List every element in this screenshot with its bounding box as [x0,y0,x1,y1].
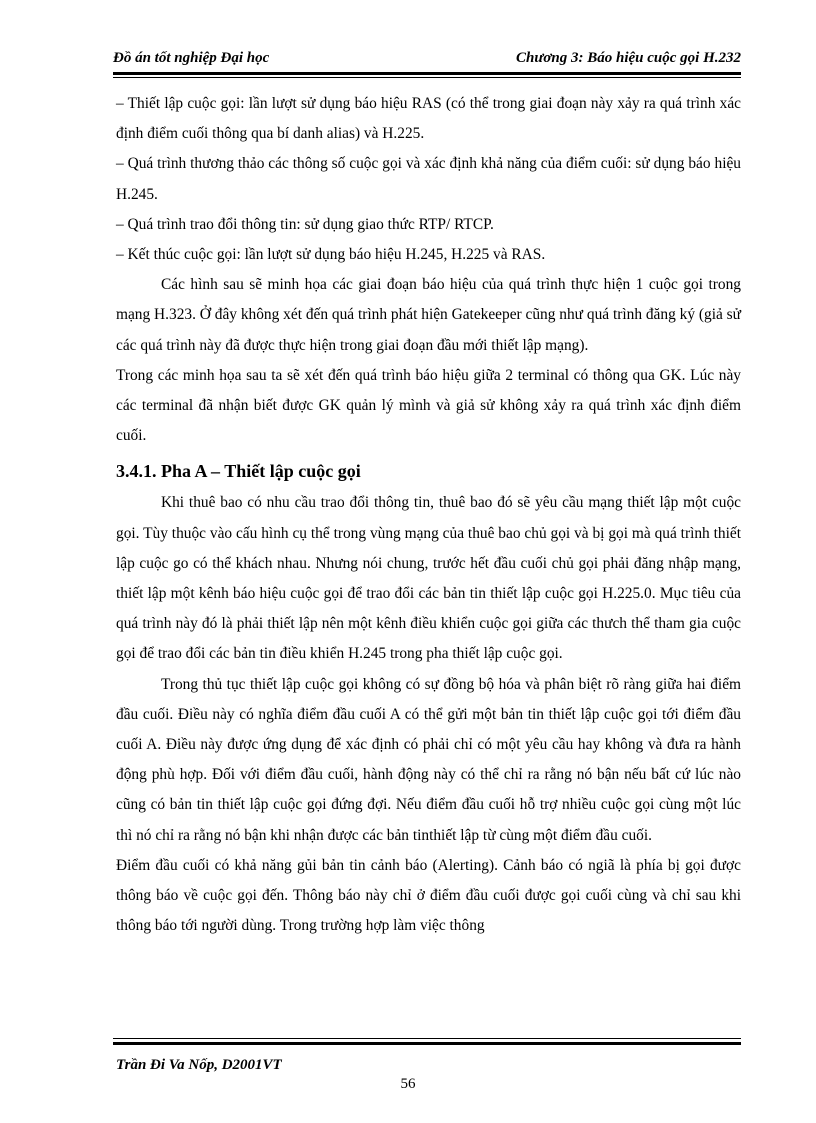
paragraph: Trong thủ tục thiết lập cuộc gọi không có sự đồng bộ hóa và phân biệt rõ ràng giữa hai điểm đầu cuối. Điều này có nghĩa điểm đầu cuối A có thể gửi một bản tin thiết lập cuộc gọi tới điểm đầu cuối A. Điều này được ứng dụng để xác định có phải chỉ có một yêu cầu hay không và đưa ra hành động phù hợp. Đối với điểm đầu cuối, hành động này có thể chỉ ra rằng nó bận nếu bất cứ lúc nào cũng có bản tin thiết lập cuộc gọi đứng đợi. Nếu điểm đầu cuối hỗ trợ nhiều cuộc gọi cùng một lúc thì nó chỉ ra rằng nó bận khi nhận được các bản tinthiết lập từ cùng một điểm đầu cuối. [116,675,741,844]
header-rule-thin [113,77,741,78]
page-number: 56 [400,1076,416,1092]
header-left-title: Đồ án tốt nghiệp Đại học [113,50,270,66]
bullet-item: – Kết thúc cuộc gọi: lần lượt sử dụng báo hiệu H.245, H.225 và RAS. [116,246,546,264]
header-chapter-title: Chương 3: Báo hiệu cuộc gọi H.232 [516,50,741,66]
page-header [113,50,741,70]
header-rule-thick [113,72,741,75]
bullet-item: – Quá trình thương thảo các thông số cuộc gọi và xác định khả năng của điểm cuối: sử dụng báo hiệu H.245. [116,155,741,203]
paragraph: Trong các minh họa sau ta sẽ xét đến quá trình báo hiệu giữa 2 terminal có thông qua GK. Lúc này các terminal đã nhận biết được GK quản lý mình và giả sử không xảy ra quá trình xác định điểm cuối. [116,366,741,445]
paragraph: Các hình sau sẽ minh họa các giai đoạn báo hiệu của quá trình thực hiện 1 cuộc gọi trong mạng H.323. Ở đây không xét đến quá trình phát hiện Gatekeeper cũng như quá trình đăng ký (giả sử các quá trình này đã được thực hiện trong giai đoạn đầu mới thiết lập mạng). [116,276,741,354]
paragraph: Khi thuê bao có nhu cầu trao đổi thông tin, thuê bao đó sẽ yêu cầu mạng thiết lập một cuộc gọi. Tùy thuộc vào cấu hình cụ thể trong vùng mạng của thuê bao chủ gọi và bị gọi mà quá trình thiết lập cuộc go có thể khách nhau. Nhưng nói chung, trước hết đầu cuối chủ gọi phải đăng nhập mạng, thiết lập một kênh báo hiệu cuộc gọi để trao đổi các bản tin thiết lập cuộc gọi H.225.0. Mục tiêu của quá trình này đó là phải thiết lập nên một kênh điều khiển cuộc gọi giữa các thưch thể tham gia cuộc gọi để trao đổi các bản tin điều khiển H.245 trong pha thiết lập cuộc gọi. [116,494,741,663]
bullet-item: – Quá trình trao đổi thông tin: sử dụng giao thức RTP/ RTCP. [116,215,494,233]
footer-rule-thin [113,1038,741,1039]
footer-author: Trần Đi Va Nốp, D2001VT [116,1057,282,1073]
footer-rule-thick [113,1042,741,1045]
section-heading: 3.4.1. Pha A – Thiết lập cuộc gọi [116,461,361,482]
paragraph: Điểm đầu cuối có khả năng gủi bản tin cảnh báo (Alerting). Cảnh báo có ngiã là phía bị gọi được thông báo về cuộc gọi đến. Thông báo này chỉ ở điểm đầu cuối được gọi cuối cùng và chỉ sau khi thông báo tới người dùng. Trong trường hợp làm việc thông [116,856,741,935]
body-content [116,89,741,941]
bullet-item: – Thiết lập cuộc gọi: lần lượt sử dụng báo hiệu RAS (có thể trong giai đoạn này xảy ra quá trình xác định điểm cuối thông qua bí danh alias) và H.225. [116,95,741,143]
